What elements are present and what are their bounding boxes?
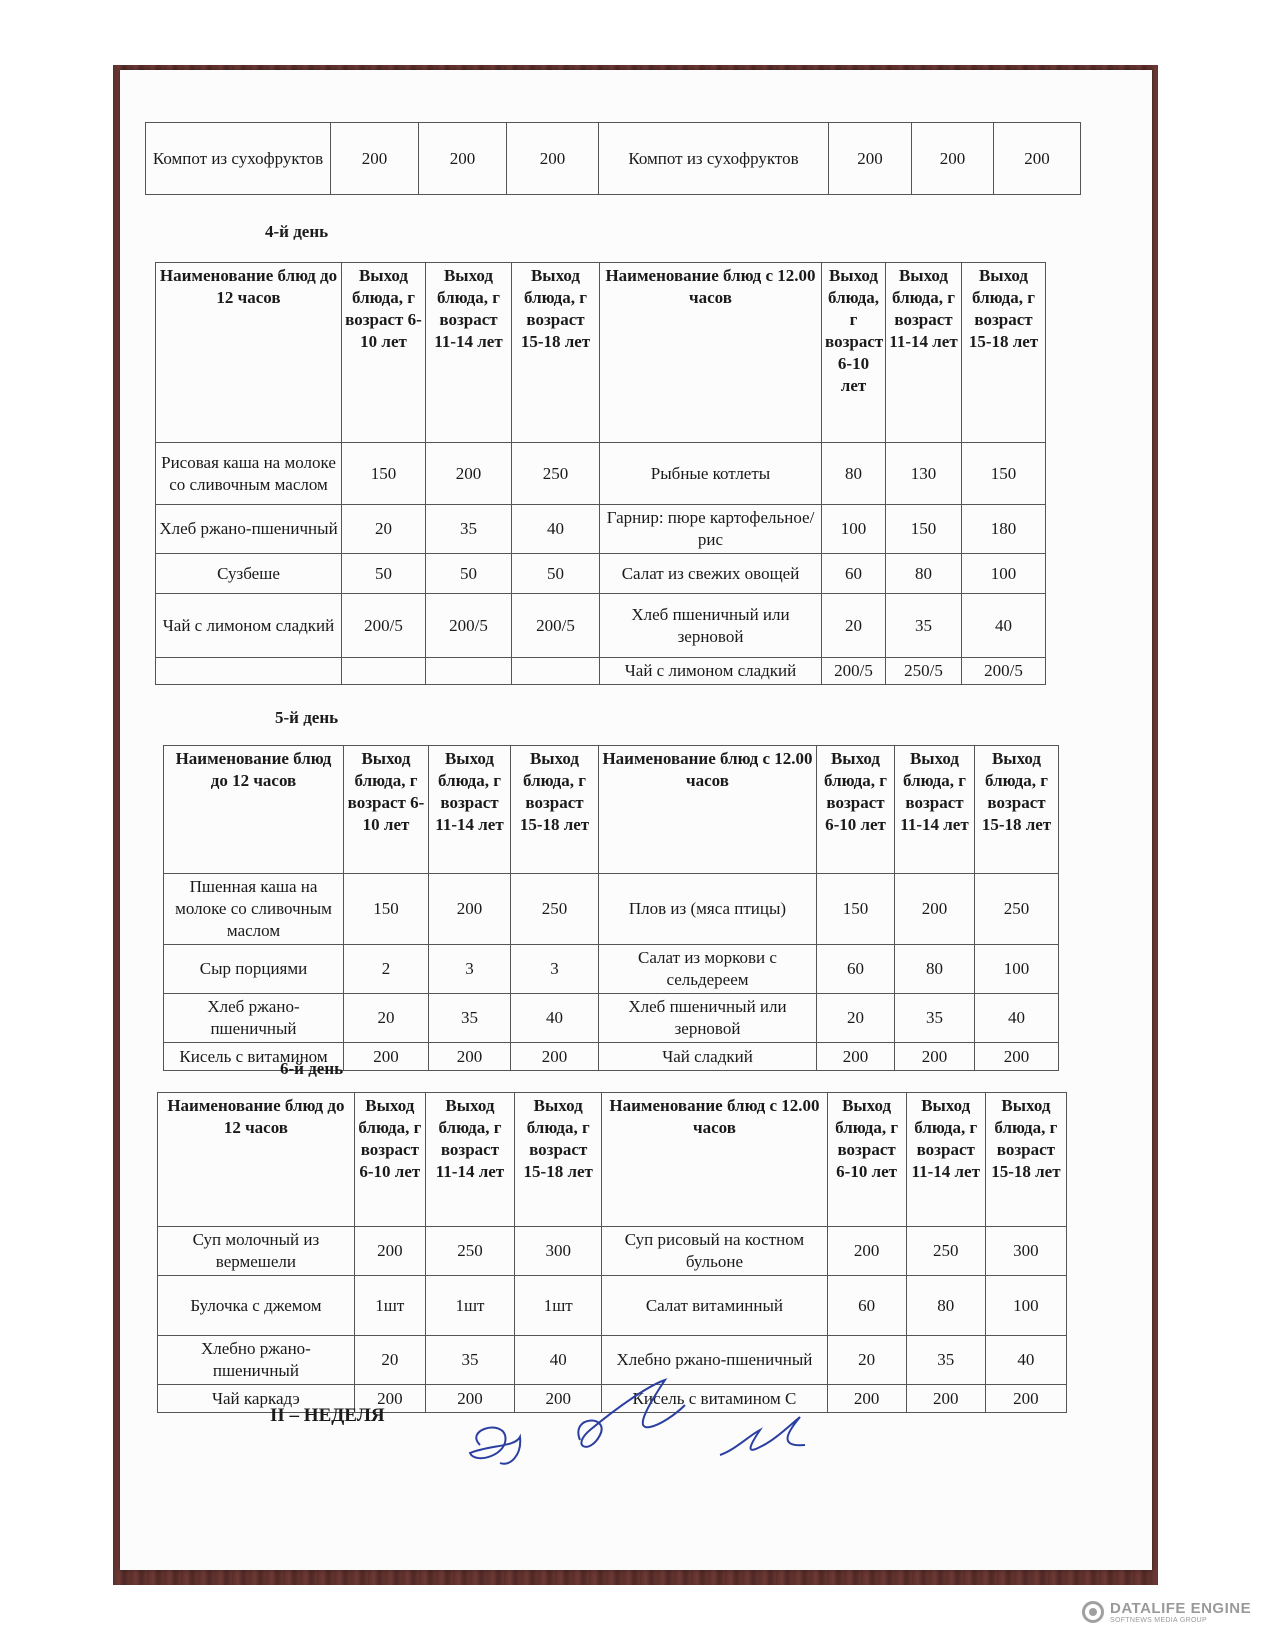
portion-cell: 200 (975, 1043, 1059, 1071)
dish-name-cell: Пшенная каша на молоке со сливочным маслом (164, 874, 344, 945)
table-row (158, 1276, 1067, 1336)
portion-cell: 200 (985, 1385, 1066, 1413)
column-header: Выход блюда, г возраст 11-14 лет (425, 1093, 514, 1227)
portion-cell: 200/5 (822, 658, 886, 685)
portion-cell: 3 (429, 945, 511, 994)
dish-name-cell: Чай с лимоном сладкий (600, 658, 822, 685)
portion-cell: 200 (419, 123, 507, 195)
portion-cell: 200 (331, 123, 419, 195)
portion-cell: 20 (822, 594, 886, 658)
dish-name-cell (156, 658, 342, 685)
column-header: Выход блюда, г возраст 6-10 лет (827, 1093, 906, 1227)
column-header: Выход блюда, г возраст 6-10 лет (344, 746, 429, 874)
dish-name-cell: Гарнир: пюре картофельное/рис (600, 505, 822, 554)
portion-cell (512, 658, 600, 685)
portion-cell: 200 (906, 1385, 985, 1413)
portion-cell: 20 (342, 505, 426, 554)
column-header: Выход блюда, г возраст 6-10 лет (354, 1093, 425, 1227)
dish-name-cell: Компот из сухофруктов (599, 123, 829, 195)
portion-cell: 250 (511, 874, 599, 945)
portion-cell: 150 (342, 443, 426, 505)
portion-cell: 1шт (425, 1276, 514, 1336)
portion-cell: 60 (822, 554, 886, 594)
dish-name-cell: Сузбеше (156, 554, 342, 594)
dish-name-cell: Сыр порциями (164, 945, 344, 994)
column-header: Выход блюда, г возраст 11-14 лет (429, 746, 511, 874)
portion-cell: 200 (817, 1043, 895, 1071)
portion-cell: 50 (512, 554, 600, 594)
portion-cell: 200 (895, 1043, 975, 1071)
portion-cell: 40 (985, 1336, 1066, 1385)
portion-cell: 100 (985, 1276, 1066, 1336)
portion-cell: 180 (962, 505, 1046, 554)
day-4-title: 4-й день (265, 222, 329, 241)
column-header: Выход блюда, г возраст 15-18 лет (515, 1093, 602, 1227)
table-row (146, 123, 1081, 195)
dish-name-cell: Хлеб ржано-пшеничный (164, 994, 344, 1043)
portion-cell: 60 (817, 945, 895, 994)
dish-name-cell: Кисель с витамином (164, 1043, 344, 1071)
portion-cell: 20 (354, 1336, 425, 1385)
signature-icon (460, 1375, 820, 1485)
column-header: Наименование блюд до 12 часов (164, 746, 344, 874)
table-header-row (164, 746, 1059, 874)
portion-cell: 200 (354, 1385, 425, 1413)
table-row (158, 1227, 1067, 1276)
column-header: Выход блюда, г возраст 11-14 лет (906, 1093, 985, 1227)
dish-name-cell: Плов из (мяса птицы) (599, 874, 817, 945)
portion-cell: 50 (426, 554, 512, 594)
portion-cell: 250 (975, 874, 1059, 945)
portion-cell: 150 (344, 874, 429, 945)
table-header-row (156, 263, 1046, 443)
column-header: Наименование блюд до 12 часов (158, 1093, 355, 1227)
day-6-title: 6-й день (280, 1059, 344, 1078)
portion-cell: 200 (827, 1385, 906, 1413)
dish-name-cell: Хлебно ржано-пшеничный (602, 1336, 827, 1385)
portion-cell: 100 (822, 505, 886, 554)
table-row (164, 874, 1059, 945)
column-header: Выход блюда, г возраст 15-18 лет (512, 263, 600, 443)
day-6-menu-table (157, 1092, 1067, 1413)
column-header: Наименование блюд с 12.00 часов (599, 746, 817, 874)
portion-cell: 250 (906, 1227, 985, 1276)
day-5-menu-table (163, 745, 1059, 1071)
portion-cell: 100 (975, 945, 1059, 994)
portion-cell: 200 (354, 1227, 425, 1276)
column-header: Наименование блюд с 12.00 часов (602, 1093, 827, 1227)
table-row (156, 658, 1046, 685)
portion-cell: 200 (429, 1043, 511, 1071)
dish-name-cell: Салат из свежих овощей (600, 554, 822, 594)
table-row (164, 994, 1059, 1043)
portion-cell: 300 (985, 1227, 1066, 1276)
dish-name-cell: Суп молочный из вермешели (158, 1227, 355, 1276)
portion-cell: 250 (425, 1227, 514, 1276)
portion-cell: 40 (511, 994, 599, 1043)
portion-cell: 200/5 (426, 594, 512, 658)
portion-cell: 200 (829, 123, 912, 195)
portion-cell: 200/5 (962, 658, 1046, 685)
dish-name-cell: Салат витаминный (602, 1276, 827, 1336)
dish-name-cell: Булочка с джемом (158, 1276, 355, 1336)
datalife-logo-icon (1082, 1601, 1104, 1623)
portion-cell: 200/5 (512, 594, 600, 658)
portion-cell: 35 (426, 505, 512, 554)
column-header: Выход блюда, г возраст 11-14 лет (886, 263, 962, 443)
column-header: Наименование блюд с 12.00 часов (600, 263, 822, 443)
column-header: Выход блюда, г возраст 6-10 лет (342, 263, 426, 443)
portion-cell (342, 658, 426, 685)
watermark-sub: SOFTNEWS MEDIA GROUP (1110, 1617, 1208, 1624)
column-header: Выход блюда, г возраст 15-18 лет (962, 263, 1046, 443)
watermark-brand: DATALIFE ENGINE (1110, 1600, 1252, 1617)
portion-cell: 130 (886, 443, 962, 505)
dish-name-cell: Рыбные котлеты (600, 443, 822, 505)
portion-cell: 250 (512, 443, 600, 505)
portion-cell: 150 (962, 443, 1046, 505)
dish-name-cell: Суп рисовый на костном бульоне (602, 1227, 827, 1276)
column-header: Выход блюда, г возраст 6-10 лет (817, 746, 895, 874)
dish-name-cell: Хлебно ржано-пшеничный (158, 1336, 355, 1385)
portion-cell: 50 (342, 554, 426, 594)
portion-cell: 40 (512, 505, 600, 554)
column-header: Выход блюда, г возраст 11-14 лет (426, 263, 512, 443)
portion-cell: 35 (906, 1336, 985, 1385)
portion-cell: 35 (429, 994, 511, 1043)
portion-cell: 250/5 (886, 658, 962, 685)
dish-name-cell: Чай с лимоном сладкий (156, 594, 342, 658)
portion-cell: 150 (886, 505, 962, 554)
column-header: Выход блюда, г возраст 15-18 лет (975, 746, 1059, 874)
dish-name-cell: Хлеб пшеничный или зерновой (599, 994, 817, 1043)
dish-name-cell: Хлеб ржано-пшеничный (156, 505, 342, 554)
portion-cell: 60 (827, 1276, 906, 1336)
watermark (1082, 1600, 1251, 1624)
portion-cell: 80 (822, 443, 886, 505)
table-row (156, 554, 1046, 594)
portion-cell: 35 (886, 594, 962, 658)
portion-cell: 200/5 (342, 594, 426, 658)
portion-cell: 100 (962, 554, 1046, 594)
portion-cell: 80 (906, 1276, 985, 1336)
portion-cell: 200 (344, 1043, 429, 1071)
portion-cell: 300 (515, 1227, 602, 1276)
portion-cell: 20 (817, 994, 895, 1043)
portion-cell: 80 (886, 554, 962, 594)
portion-cell: 35 (895, 994, 975, 1043)
portion-cell: 200 (912, 123, 994, 195)
column-header: Выход блюда, г возраст 6-10 лет (822, 263, 886, 443)
portion-cell: 200 (827, 1227, 906, 1276)
portion-cell: 1шт (515, 1276, 602, 1336)
dish-name-cell: Чай каркадэ (158, 1385, 355, 1413)
portion-cell: 200 (426, 443, 512, 505)
portion-cell: 35 (425, 1336, 514, 1385)
table-header-row (158, 1093, 1067, 1227)
portion-cell: 200 (425, 1385, 514, 1413)
portion-cell (426, 658, 512, 685)
dish-name-cell: Салат из моркови с сельдереем (599, 945, 817, 994)
day-5-title: 5-й день (275, 708, 339, 727)
portion-cell: 150 (817, 874, 895, 945)
day-4-menu-table (155, 262, 1046, 685)
portion-cell: 20 (344, 994, 429, 1043)
table-row (156, 443, 1046, 505)
column-header: Выход блюда, г возраст 11-14 лет (895, 746, 975, 874)
dish-name-cell: Кисель с витамином С (602, 1385, 827, 1413)
dish-name-cell: Компот из сухофруктов (146, 123, 331, 195)
portion-cell: 40 (975, 994, 1059, 1043)
portion-cell: 40 (515, 1336, 602, 1385)
dish-name-cell: Рисовая каша на молоке со сливочным маслом (156, 443, 342, 505)
portion-cell: 3 (511, 945, 599, 994)
portion-cell: 2 (344, 945, 429, 994)
portion-cell: 1шт (354, 1276, 425, 1336)
week-title: II – НЕДЕЛЯ (270, 1405, 385, 1426)
column-header: Выход блюда, г возраст 15-18 лет (511, 746, 599, 874)
portion-cell: 80 (895, 945, 975, 994)
portion-cell: 40 (962, 594, 1046, 658)
table-row (156, 594, 1046, 658)
dish-name-cell: Хлеб пшеничный или зерновой (600, 594, 822, 658)
portion-cell: 200 (511, 1043, 599, 1071)
portion-cell: 200 (507, 123, 599, 195)
portion-cell: 200 (994, 123, 1081, 195)
dish-name-cell: Чай сладкий (599, 1043, 817, 1071)
portion-cell: 200 (895, 874, 975, 945)
portion-cell: 20 (827, 1336, 906, 1385)
table-row (156, 505, 1046, 554)
portion-cell: 200 (429, 874, 511, 945)
portion-cell: 200 (515, 1385, 602, 1413)
column-header: Наименование блюд до 12 часов (156, 263, 342, 443)
table-row (164, 945, 1059, 994)
previous-day-fragment-table (145, 122, 1081, 195)
column-header: Выход блюда, г возраст 15-18 лет (985, 1093, 1066, 1227)
